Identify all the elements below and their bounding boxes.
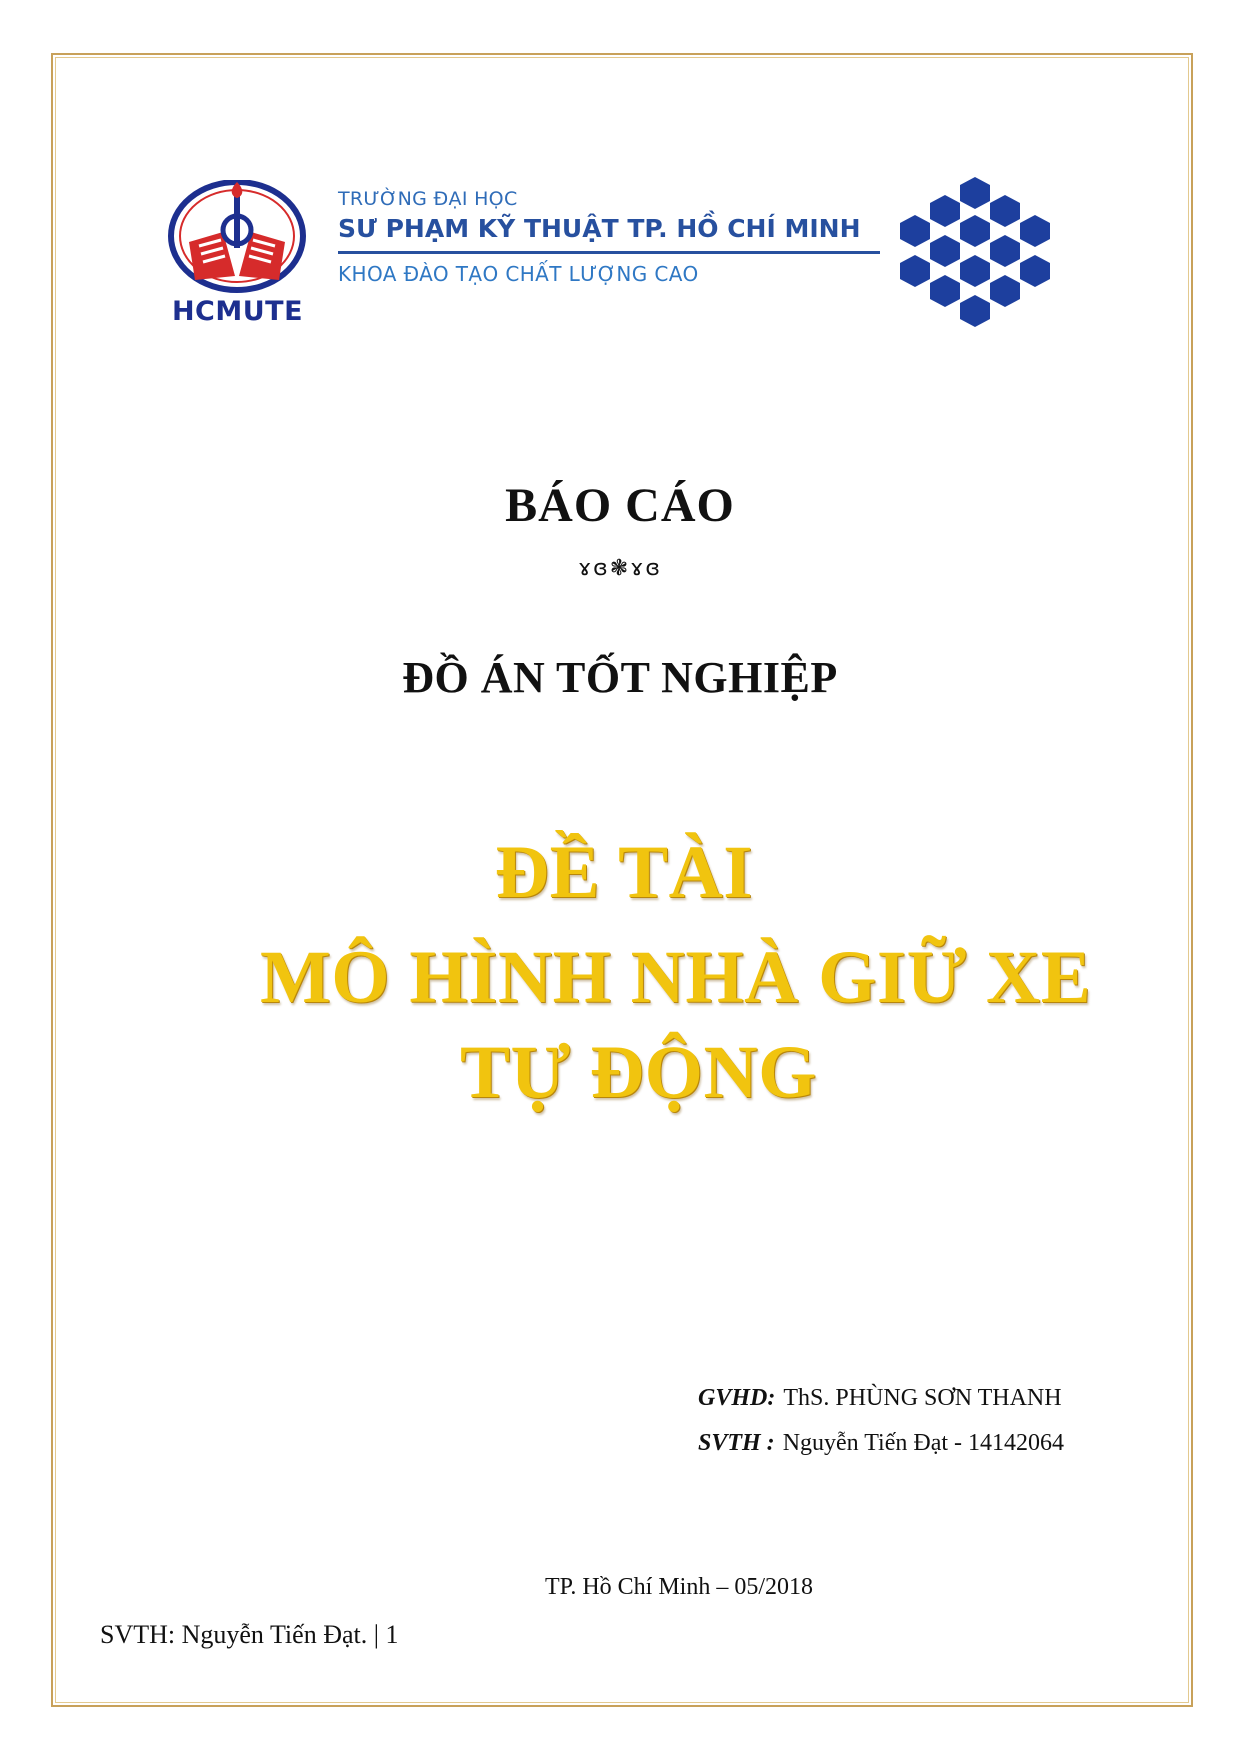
place-date: TP. Hồ Chí Minh – 05/2018: [544, 1574, 814, 1600]
faculty-name: KHOA ĐÀO TẠO CHẤT LƯỢNG CAO: [338, 262, 699, 286]
page-footer: SVTH: Nguyễn Tiến Đạt. | 1: [100, 1620, 399, 1649]
place-date-line: [0, 1574, 1240, 1601]
student-name: Nguyễn Tiến Đạt - 14142064: [782, 1430, 1065, 1456]
faculty-hexagon-logo-icon: [890, 175, 1060, 335]
project-type-heading: ĐỒ ÁN TỐT NGHIỆP: [402, 653, 838, 702]
advisor-row: [698, 1385, 1064, 1412]
university-emblem-icon: [165, 180, 310, 330]
topic-line-1: ĐỀ TÀI: [495, 831, 753, 914]
report-title: BÁO CÁO: [505, 479, 735, 532]
university-name: SƯ PHẠM KỸ THUẬT TP. HỒ CHÍ MINH: [338, 214, 861, 243]
student-label: SVTH :: [698, 1430, 775, 1456]
credits-block: [698, 1385, 1064, 1475]
topic-line-2: MÔ HÌNH NHÀ GIỮ XE: [260, 936, 1092, 1019]
university-line1: TRƯỜNG ĐẠI HỌC: [338, 188, 518, 210]
university-heading: [338, 188, 888, 286]
student-row: [698, 1430, 1064, 1457]
topic-line-3: TỰ ĐỘNG: [460, 1031, 817, 1114]
divider: [338, 251, 880, 254]
emblem-caption: HCMUTE: [171, 296, 304, 327]
ornament-divider: ɤɞ❃ɤɞ: [578, 556, 662, 581]
advisor-name: ThS. PHÙNG SƠN THANH: [783, 1385, 1062, 1411]
advisor-label: GVHD:: [698, 1385, 776, 1411]
